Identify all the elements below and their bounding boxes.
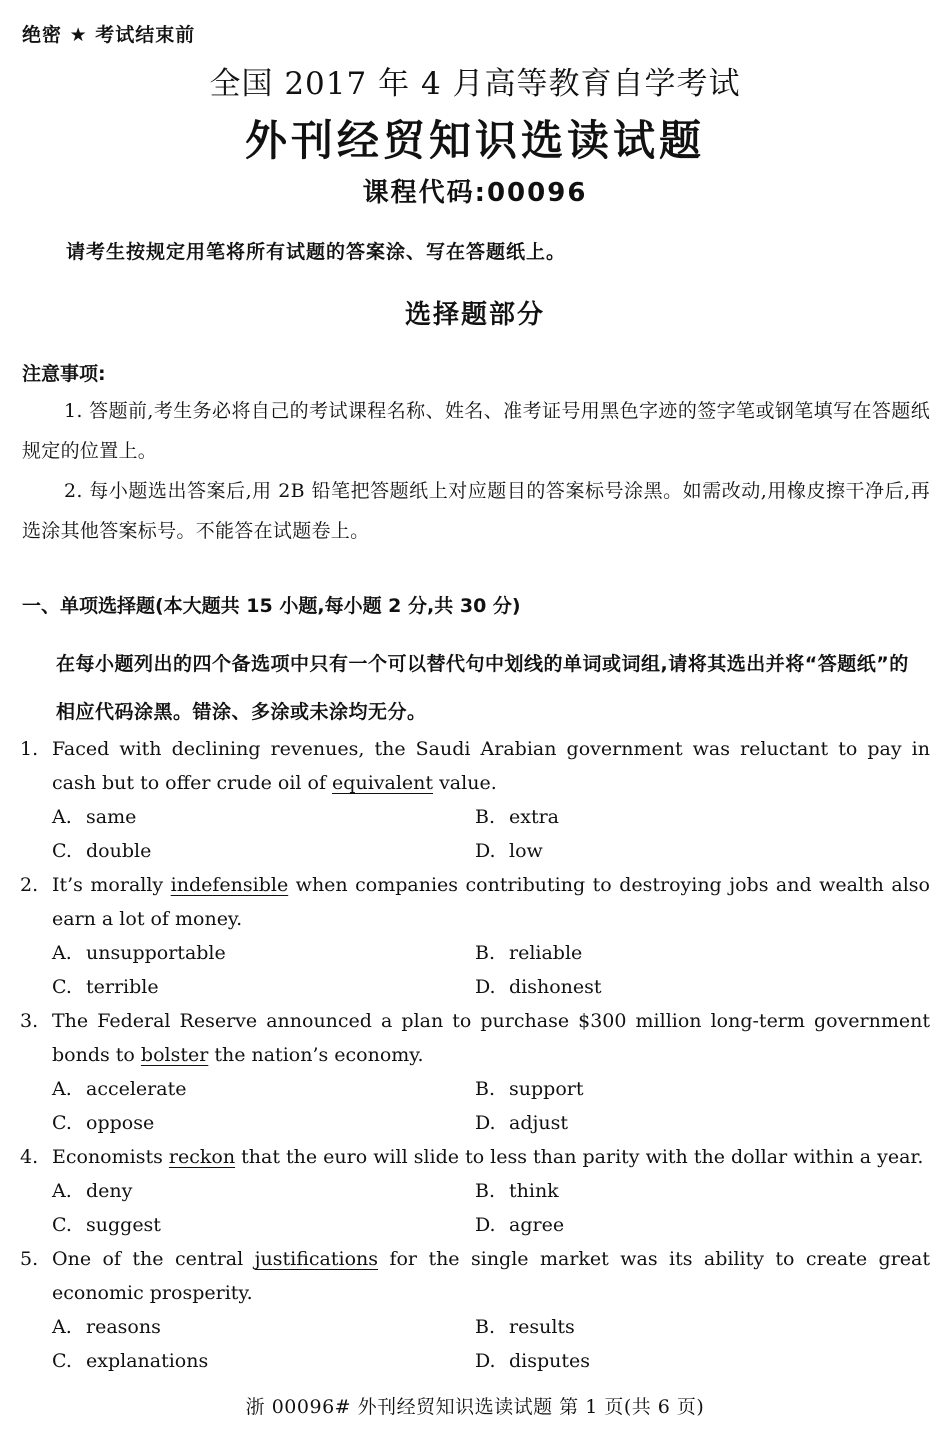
underlined-word: indefensible [170,874,289,896]
question-list [20,732,930,1378]
question-item [20,732,930,868]
question-number: 4. [20,1146,39,1168]
underlined-word: bolster [140,1044,209,1066]
option-b: B. support [475,1078,584,1100]
exam-name: 全国 2017 年 4 月高等教育自学考试 [209,66,741,102]
question-stem [20,732,930,800]
question-stem [20,1004,930,1072]
option-b: B. extra [475,806,560,828]
option-grid [52,800,930,868]
question-item [20,1242,930,1378]
question-item [20,868,930,1004]
question-stem [20,1242,930,1310]
option-grid [52,1174,930,1242]
section-description: 在每小题列出的四个备选项中只有一个可以替代句中划线的单词或词组,请将其选出并将“答题纸”的相应代码涂黑。错涂、多涂或未涂均无分。 [56,653,909,723]
question-number: 1. [20,738,39,760]
option-a: A. deny [52,1180,133,1202]
course-code: 课程代码:00096 [362,178,588,208]
option-a: A. reasons [52,1316,161,1338]
note-item: 2. 每小题选出答案后,用 2B 铅笔把答题纸上对应题目的答案标号涂黑。如需改动,用橡皮擦干净后,再选涂其他答案标号。不能答在试题卷上。 [22,480,930,542]
notes-heading: 注意事项: [22,363,106,385]
option-a: A. unsupportable [52,942,226,964]
question-item [20,1004,930,1140]
option-d: D. agree [475,1214,565,1236]
option-a: A. same [52,806,137,828]
option-d: D. dishonest [475,976,602,998]
question-stem [20,868,930,936]
option-c: C. suggest [52,1214,161,1236]
page-title: 外刊经贸知识选读试题 [244,116,705,165]
option-c: C. double [52,840,152,862]
option-d: D. disputes [475,1350,591,1372]
option-b: B. results [475,1316,575,1338]
option-c: C. explanations [52,1350,209,1372]
option-c: C. terrible [52,976,159,998]
question-text: It’s morally indefensible when companies contributing to destroying jobs and wealth also earn a lot of money. [52,874,930,930]
question-text: One of the central justifications for the single market was its ability to create great economic prosperity. [52,1248,930,1304]
page-footer: 浙 00096# 外刊经贸知识选读试题 第 1 页(共 6 页) [245,1396,705,1418]
option-d: D. low [475,840,543,862]
option-c: C. oppose [52,1112,155,1134]
option-b: B. reliable [475,942,583,964]
option-a: A. accelerate [52,1078,187,1100]
part-title: 选择题部分 [404,300,545,330]
option-grid [52,1310,930,1378]
question-number: 3. [20,1010,39,1032]
section-heading: 一、单项选择题(本大题共 15 小题,每小题 2 分,共 30 分) [22,595,521,617]
answer-instruction: 请考生按规定用笔将所有试题的答案涂、写在答题纸上。 [66,241,567,263]
underlined-word: justifications [254,1248,379,1270]
option-grid [52,936,930,1004]
note-item: 1. 答题前,考生务必将自己的考试课程名称、姓名、准考证号用黑色字迹的签字笔或钢笔填写在答题纸规定的位置上。 [22,400,930,462]
underlined-word: equivalent [332,772,434,794]
question-item [20,1140,930,1242]
option-b: B. think [475,1180,559,1202]
question-text: The Federal Reserve announced a plan to purchase $300 million long-term government bonds to bolster the nation’s economy. [52,1010,930,1066]
underlined-word: reckon [168,1146,236,1168]
option-d: D. adjust [475,1112,569,1134]
question-text: Economists reckon that the euro will slide to less than parity with the dollar within a year. [52,1146,924,1168]
question-stem [20,1140,930,1174]
secret-label: 绝密 ★ 考试结束前 [22,24,196,46]
question-number: 2. [20,874,39,896]
question-number: 5. [20,1248,39,1270]
option-grid [52,1072,930,1140]
question-text: Faced with declining revenues, the Saudi Arabian government was reluctant to pay in cash but to offer crude oil of equivalent value. [52,738,930,794]
